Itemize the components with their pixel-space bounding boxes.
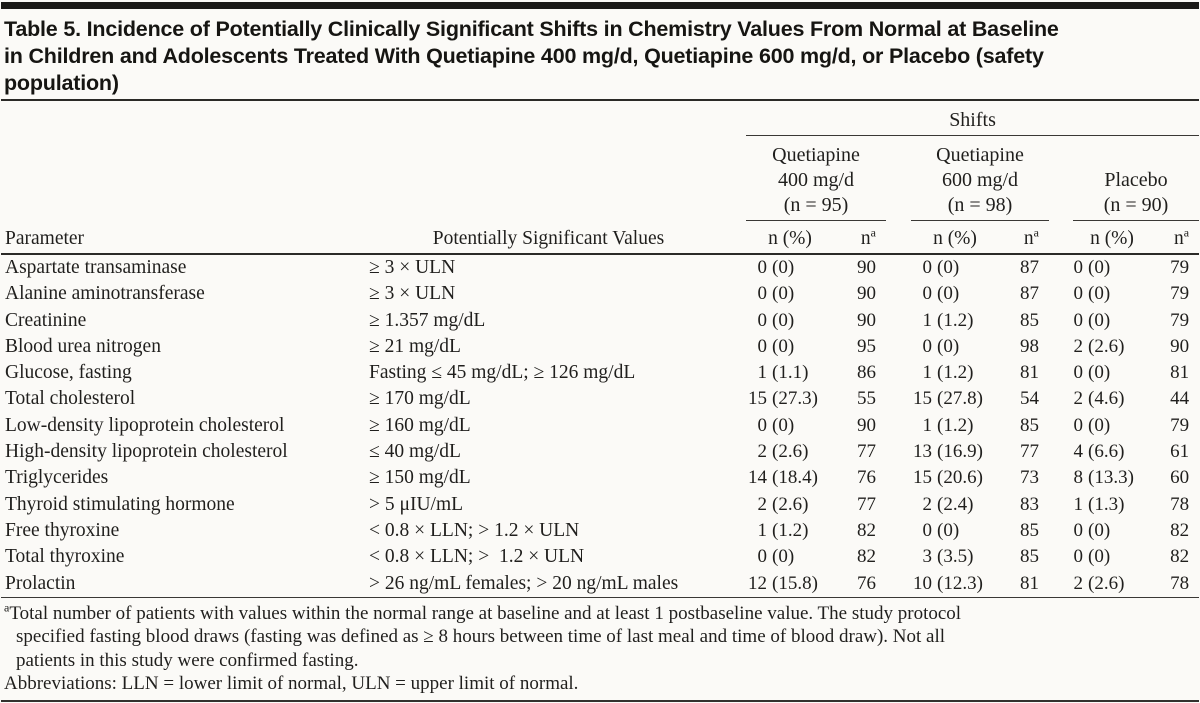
total-evaluable-cell: 79: [1170, 257, 1190, 278]
column-header-parameter: Parameter: [1, 221, 369, 255]
footnote-a-line-3: patients in this study were confirmed fasting.: [16, 649, 359, 671]
total-evaluable-cell: 77: [1020, 441, 1039, 463]
percent-value: (0): [937, 335, 960, 357]
group-n: (n = 95): [783, 194, 849, 216]
percent-value: (0): [1088, 519, 1111, 541]
spacer-cell: [1, 136, 746, 221]
count-percent-cell: [1073, 571, 1151, 598]
percent-value: (1.2): [937, 362, 974, 384]
column-header-row: [1, 221, 1199, 255]
count-value: 1: [757, 519, 767, 541]
count-percent-cell: [1073, 413, 1151, 439]
count-percent-cell: [911, 308, 999, 334]
percent-value: (16.9): [937, 441, 983, 463]
count-percent-cell: [911, 281, 999, 307]
spacer-cell: [886, 386, 911, 412]
percent-value: (13.3): [1088, 467, 1134, 489]
spacer-cell: [728, 221, 746, 255]
total-evaluable-cell: 79: [1170, 414, 1190, 436]
criteria-cell: ≤ 40 mg/dL: [369, 441, 461, 463]
percent-value: (0): [1088, 257, 1111, 278]
count-percent-cell: [1073, 360, 1151, 386]
spacer-cell: [728, 439, 746, 465]
total-evaluable-cell: 90: [857, 309, 876, 331]
spacer-cell: [886, 544, 911, 570]
spacer-cell: [728, 308, 746, 334]
count-value: 1: [757, 362, 767, 384]
percent-value: (0): [937, 283, 960, 305]
total-evaluable-cell: 73: [1020, 467, 1039, 489]
spacer-cell: [1049, 571, 1073, 598]
footnote-a-line-1: $^a$Total number of patients with values within the normal range at baseline and at least 1 postbaseline value. The study protocol: [4, 600, 962, 624]
percent-value: (0): [772, 546, 795, 568]
percent-value: (0): [772, 335, 795, 357]
total-evaluable-cell: 83: [1020, 493, 1039, 515]
total-evaluable-cell: 87: [1020, 283, 1039, 305]
total-evaluable-cell: 79: [1170, 283, 1190, 305]
total-evaluable-cell: 82: [1170, 519, 1190, 541]
count-value: 0: [1073, 414, 1083, 436]
percent-value: (12.3): [937, 572, 983, 594]
total-evaluable-cell: 85: [1020, 546, 1039, 568]
total-evaluable-cell: 85: [1020, 519, 1039, 541]
count-percent-cell: [746, 254, 834, 281]
table-row: [1, 386, 1199, 412]
table-title-line-1: Table 5. Incidence of Potentially Clinically Significant Shifts in Chemistry Values From Normal at Baseline: [4, 17, 1059, 41]
table-row: [1, 518, 1199, 544]
column-header-significant-values: Potentially Significant Values: [369, 221, 728, 255]
count-percent-cell: [1073, 439, 1151, 465]
table-row: [1, 571, 1199, 598]
spacer-cell: [886, 136, 911, 221]
spacer-cell: [728, 492, 746, 518]
footnote-marker-superscript: a: [1183, 225, 1190, 240]
percent-value: (1.2): [937, 414, 974, 436]
count-percent-cell: [1073, 492, 1151, 518]
count-percent-cell: [911, 334, 999, 360]
group-header-row: [1, 136, 1199, 221]
percent-value: (2.6): [772, 493, 809, 515]
spacer-cell: [728, 544, 746, 570]
column-header-npct-placebo: n (%): [1073, 221, 1151, 255]
parameter-cell: Creatinine: [5, 309, 87, 331]
count-percent-cell: [1073, 544, 1151, 570]
parameter-cell: Blood urea nitrogen: [5, 335, 161, 357]
count-percent-cell: [1073, 518, 1151, 544]
group-dose: 600 mg/d: [941, 169, 1019, 191]
spacer-cell: [886, 360, 911, 386]
spacer-cell: [1049, 492, 1073, 518]
count-value: 10: [913, 572, 932, 594]
count-percent-cell: [1073, 386, 1151, 412]
spacer-cell: [1049, 386, 1073, 412]
percent-value: (1.2): [937, 309, 974, 331]
spacer-cell: [886, 518, 911, 544]
total-evaluable-cell: 98: [1020, 335, 1039, 357]
total-evaluable-cell: 90: [1170, 335, 1190, 357]
total-evaluable-cell: 90: [857, 257, 876, 278]
footnote-marker-superscript: a: [870, 225, 876, 240]
spacer-cell: [886, 281, 911, 307]
count-percent-cell: [746, 308, 834, 334]
count-percent-cell: [746, 571, 834, 598]
count-percent-cell: [911, 413, 999, 439]
criteria-cell: ≥ 1.357 mg/dL: [369, 309, 486, 331]
column-header-npct-q600: n (%): [911, 221, 999, 255]
count-percent-cell: [1073, 308, 1151, 334]
total-evaluable-cell: 76: [857, 467, 876, 489]
percent-value: (20.6): [937, 467, 983, 489]
total-evaluable-cell: 77: [857, 441, 876, 463]
percent-value: (0): [1088, 362, 1111, 384]
count-value: 3: [922, 546, 932, 568]
total-evaluable-cell: 44: [1170, 388, 1190, 410]
total-evaluable-cell: 85: [1020, 414, 1039, 436]
percent-value: (6.6): [1088, 441, 1125, 463]
group-name: Quetiapine: [772, 144, 860, 166]
parameter-cell: Aspartate transaminase: [5, 257, 187, 278]
count-percent-cell: [746, 465, 834, 491]
table-row: [1, 360, 1199, 386]
percent-value: (0): [772, 309, 795, 331]
parameter-cell: Prolactin: [1, 571, 369, 598]
count-percent-cell: [746, 386, 834, 412]
criteria-cell: Fasting ≤ 45 mg/dL; ≥ 126 mg/dL: [369, 362, 636, 384]
percent-value: (1.3): [1088, 493, 1125, 515]
count-value: 1: [922, 414, 932, 436]
column-header-na-q600: $n^a$: [999, 221, 1049, 255]
table-row: [1, 334, 1199, 360]
spacer-cell: [886, 465, 911, 491]
data-table-container: [1, 99, 1199, 598]
percent-value: (2.6): [1088, 572, 1125, 594]
percent-value: (0): [1088, 309, 1111, 331]
percent-value: (2.4): [937, 493, 974, 515]
percent-value: (0): [1088, 414, 1111, 436]
count-percent-cell: [1073, 281, 1151, 307]
count-percent-cell: [911, 492, 999, 518]
count-value: 2: [1073, 335, 1083, 357]
total-evaluable-cell: 86: [857, 362, 876, 384]
percent-value: (1.2): [772, 519, 809, 541]
count-value: 15: [913, 388, 932, 410]
count-value: 0: [922, 519, 932, 541]
spacer-cell: [1049, 254, 1073, 281]
spacer-cell: [886, 413, 911, 439]
percent-value: (0): [937, 519, 960, 541]
count-value: 0: [757, 546, 767, 568]
count-value: 15: [748, 388, 767, 410]
count-value: 0: [757, 257, 767, 278]
table-row: [1, 281, 1199, 307]
percent-value: (1.1): [772, 362, 809, 384]
abbreviations-note: Abbreviations: LLN = lower limit of normal, ULN = upper limit of normal.: [4, 673, 579, 695]
spacer-cell: [886, 439, 911, 465]
percent-value: (0): [772, 414, 795, 436]
count-value: 13: [913, 441, 932, 463]
count-percent-cell: [746, 334, 834, 360]
table-row: [1, 544, 1199, 570]
criteria-cell: > 5 μIU/mL: [369, 493, 464, 515]
count-percent-cell: [746, 492, 834, 518]
shifts-label: Shifts: [949, 109, 996, 131]
table-row: [1, 308, 1199, 334]
spacer-cell: [886, 571, 911, 598]
parameter-cell: High-density lipoprotein cholesterol: [5, 441, 288, 463]
count-value: 2: [922, 493, 932, 515]
spacer-cell: [1049, 281, 1073, 307]
percent-value: (18.4): [772, 467, 818, 489]
table-row: [1, 439, 1199, 465]
percent-value: (27.8): [937, 388, 983, 410]
percent-value: (15.8): [772, 572, 818, 594]
total-evaluable-cell: 55: [857, 388, 876, 410]
percent-value: (2.6): [1088, 335, 1125, 357]
footnote-a-marker: a: [4, 600, 10, 615]
spacer-cell: [728, 281, 746, 307]
criteria-cell: ≥ 3 × ULN: [369, 283, 456, 305]
parameter-cell: Alanine aminotransferase: [5, 283, 205, 305]
criteria-cell: ≥ 150 mg/dL: [369, 467, 471, 489]
total-evaluable-cell: 81: [999, 571, 1049, 598]
spacer-cell: [1, 101, 746, 136]
percent-value: (0): [1088, 546, 1111, 568]
spacer-cell: [886, 492, 911, 518]
count-value: 4: [1073, 441, 1083, 463]
count-percent-cell: [911, 254, 999, 281]
group-header-quetiapine-600: [911, 136, 1049, 221]
table-title-line-2: in Children and Adolescents Treated With Quetiapine 400 mg/d, Quetiapine 600 mg/d, or Placebo (safety: [4, 44, 1044, 68]
parameter-cell: Total thyroxine: [5, 546, 125, 568]
column-header-na-q400: $n^a$: [834, 221, 886, 255]
total-evaluable-cell: 78: [1170, 493, 1190, 515]
spacer-cell: [1049, 413, 1073, 439]
table-title-line-3: population): [4, 71, 119, 95]
count-value: 2: [1073, 388, 1083, 410]
count-percent-cell: [746, 518, 834, 544]
total-evaluable-cell: 81: [1170, 362, 1190, 384]
spacer-cell: [1049, 360, 1073, 386]
spacer-cell: [728, 413, 746, 439]
spacer-cell: [1049, 136, 1073, 221]
spacer-cell: [728, 386, 746, 412]
count-percent-cell: [746, 439, 834, 465]
count-value: 0: [1073, 519, 1083, 541]
table-row: [1, 413, 1199, 439]
total-evaluable-cell: 95: [857, 335, 876, 357]
total-evaluable-cell: 54: [1020, 388, 1039, 410]
parameter-cell: Glucose, fasting: [5, 362, 132, 384]
percent-value: (0): [1088, 283, 1111, 305]
criteria-cell: ≥ 3 × ULN: [369, 257, 456, 278]
spacer-cell: [1049, 334, 1073, 360]
count-value: 1: [922, 309, 932, 331]
count-percent-cell: [746, 281, 834, 307]
total-evaluable-cell: 82: [1170, 546, 1190, 568]
count-value: 2: [757, 493, 767, 515]
criteria-cell: ≥ 160 mg/dL: [369, 414, 471, 436]
count-value: 1: [1073, 493, 1083, 515]
group-header-placebo: [1073, 136, 1199, 221]
count-value: 12: [748, 572, 767, 594]
count-value: 0: [922, 257, 932, 278]
count-value: 0: [1073, 362, 1083, 384]
count-value: 0: [1073, 257, 1083, 278]
parameter-cell: Thyroid stimulating hormone: [5, 493, 235, 515]
total-evaluable-cell: 90: [857, 283, 876, 305]
chemistry-shifts-table: [1, 101, 1199, 598]
shifts-spanner-row: [1, 101, 1199, 136]
count-percent-cell: [746, 544, 834, 570]
table-row: [1, 254, 1199, 281]
footnote-a-line-2: specified fasting blood draws (fasting was defined as ≥ 8 hours between time of last meal and time of blood draw). Not all: [16, 626, 946, 648]
count-percent-cell: [911, 518, 999, 544]
count-percent-cell: [911, 386, 999, 412]
top-divider-bar: [1, 2, 1199, 9]
count-value: 14: [748, 467, 767, 489]
spacer-cell: [1049, 465, 1073, 491]
total-evaluable-cell: 82: [857, 546, 876, 568]
count-value: 0: [757, 414, 767, 436]
count-value: 0: [1073, 283, 1083, 305]
count-value: 0: [757, 283, 767, 305]
group-name: Quetiapine: [936, 144, 1024, 166]
group-n: (n = 98): [947, 194, 1013, 216]
table-row: [1, 465, 1199, 491]
total-evaluable-cell: 90: [857, 414, 876, 436]
footnotes: [4, 602, 1199, 696]
total-evaluable-cell: 77: [857, 493, 876, 515]
criteria-cell: > 26 ng/mL females; > 20 ng/mL males: [369, 571, 728, 598]
spacer-cell: [728, 571, 746, 598]
table-page: [0, 2, 1200, 703]
total-evaluable-cell: 60: [1170, 467, 1190, 489]
spacer-cell: [1049, 221, 1073, 255]
spacer-cell: [728, 465, 746, 491]
spacer-cell: [728, 360, 746, 386]
total-evaluable-cell: 82: [857, 519, 876, 541]
spacer-cell: [728, 334, 746, 360]
group-n: (n = 90): [1103, 194, 1169, 216]
count-value: 0: [757, 335, 767, 357]
count-value: 2: [757, 441, 767, 463]
shifts-spanner-header: [746, 101, 1199, 136]
column-header-na-placebo: $n^a$: [1151, 221, 1199, 255]
percent-value: (0): [937, 257, 960, 278]
count-percent-cell: [911, 465, 999, 491]
percent-value: (27.3): [772, 388, 818, 410]
count-value: 1: [922, 362, 932, 384]
total-evaluable-cell: 78: [1151, 571, 1199, 598]
group-dose: 400 mg/d: [777, 169, 855, 191]
count-value: 8: [1073, 467, 1083, 489]
count-percent-cell: [911, 439, 999, 465]
count-percent-cell: [746, 413, 834, 439]
parameter-cell: Free thyroxine: [5, 519, 120, 541]
percent-value: (3.5): [937, 546, 974, 568]
count-value: 0: [1073, 546, 1083, 568]
spacer-cell: [886, 221, 911, 255]
criteria-cell: < 0.8 × LLN; > 1.2 × ULN: [369, 519, 580, 541]
spacer-cell: [1049, 439, 1073, 465]
total-evaluable-cell: 79: [1170, 309, 1190, 331]
total-evaluable-cell: 87: [1020, 257, 1039, 278]
spacer-cell: [886, 308, 911, 334]
parameter-cell: Total cholesterol: [5, 388, 136, 410]
percent-value: (0): [772, 283, 795, 305]
table-title: [0, 9, 1200, 99]
footnote-marker-superscript: a: [1033, 225, 1039, 240]
count-percent-cell: [911, 571, 999, 598]
group-name: Placebo: [1104, 169, 1168, 191]
spacer-cell: [728, 254, 746, 281]
count-value: 0: [922, 335, 932, 357]
percent-value: (2.6): [772, 441, 809, 463]
spacer-cell: [1049, 518, 1073, 544]
criteria-cell: ≥ 170 mg/dL: [369, 388, 471, 410]
spacer-cell: [728, 518, 746, 544]
percent-value: (0): [772, 257, 795, 278]
count-value: 0: [757, 309, 767, 331]
parameter-cell: Triglycerides: [5, 467, 109, 489]
spacer-cell: [886, 334, 911, 360]
spacer-cell: [1049, 544, 1073, 570]
column-header-npct-q400: n (%): [746, 221, 834, 255]
total-evaluable-cell: 81: [1020, 362, 1039, 384]
count-value: 15: [913, 467, 932, 489]
total-evaluable-cell: 76: [834, 571, 886, 598]
total-evaluable-cell: 85: [1020, 309, 1039, 331]
table-body: [1, 254, 1199, 597]
count-value: 2: [1073, 572, 1083, 594]
count-percent-cell: [1073, 334, 1151, 360]
group-header-quetiapine-400: [746, 136, 886, 221]
count-percent-cell: [1073, 254, 1151, 281]
count-value: 0: [1073, 309, 1083, 331]
count-percent-cell: [911, 544, 999, 570]
criteria-cell: ≥ 21 mg/dL: [369, 335, 461, 357]
spacer-cell: [886, 254, 911, 281]
percent-value: (4.6): [1088, 388, 1125, 410]
count-value: 0: [922, 283, 932, 305]
criteria-cell: < 0.8 × LLN; > 1.2 × ULN: [369, 546, 585, 568]
count-percent-cell: [911, 360, 999, 386]
total-evaluable-cell: 61: [1170, 441, 1190, 463]
parameter-cell: Low-density lipoprotein cholesterol: [5, 414, 285, 436]
count-percent-cell: [746, 360, 834, 386]
table-row: [1, 492, 1199, 518]
spacer-cell: [1049, 308, 1073, 334]
count-percent-cell: [1073, 465, 1151, 491]
